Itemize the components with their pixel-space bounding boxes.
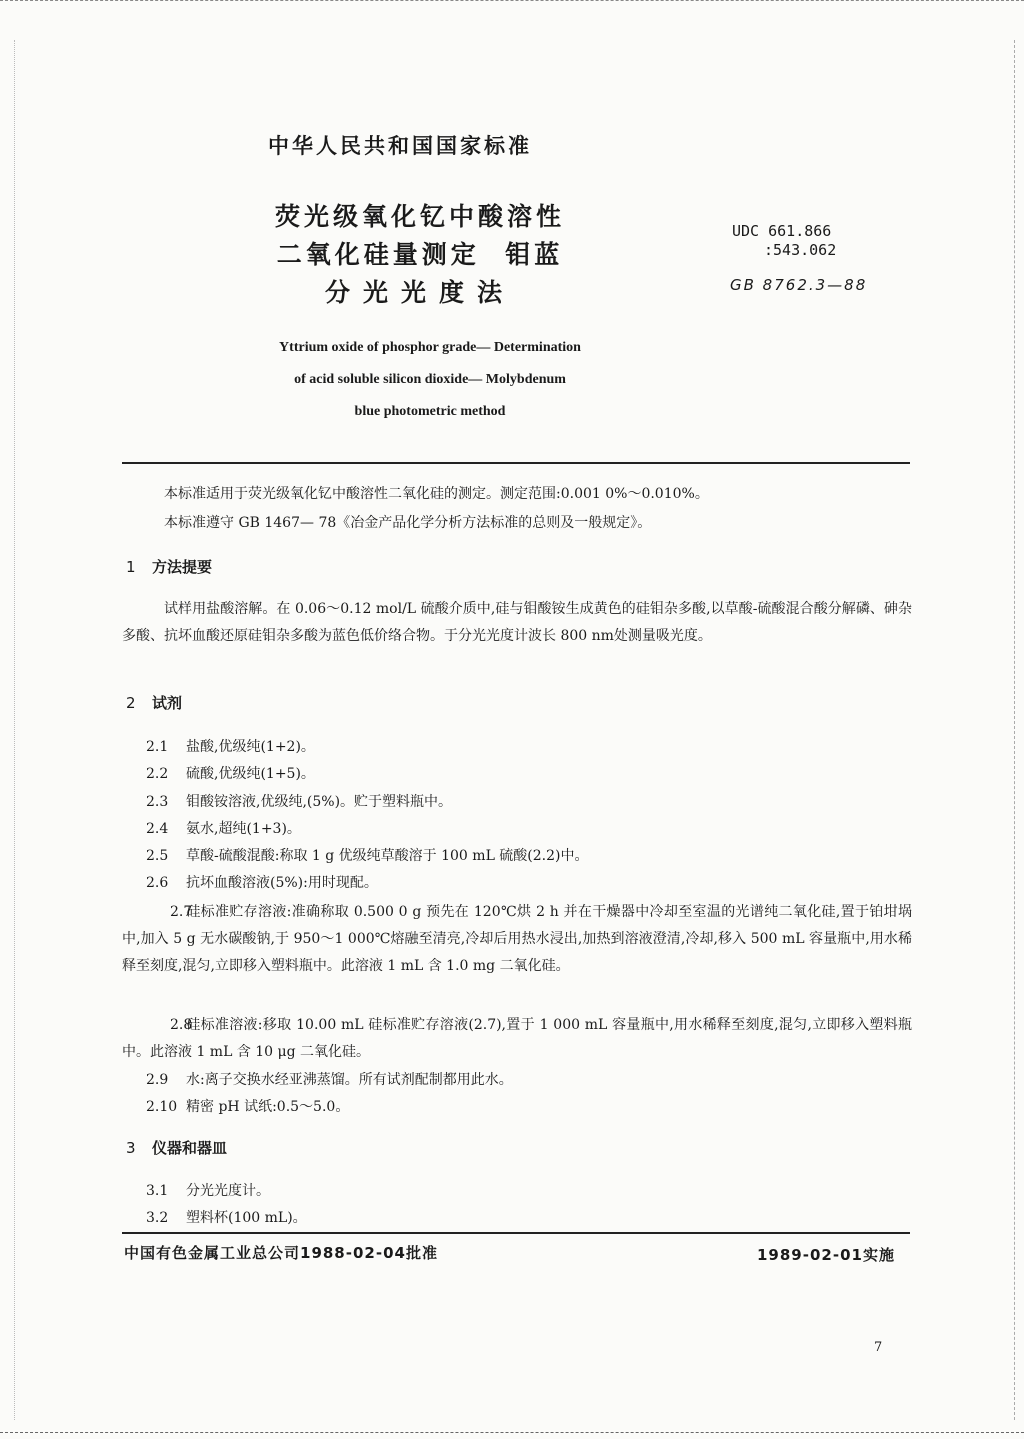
intro-scope: 本标准适用于荧光级氧化钇中酸溶性二氧化硅的测定。测定范围:0.001 0%～0.010%。 [164,486,709,502]
english-title [220,332,640,428]
approval-line: 中国有色金属工业总公司1988-02-04批准 [124,1244,438,1262]
reagent-number: 2.1 [146,739,169,755]
section-1-number: 1 [126,558,136,576]
standard-name: 中华人民共和国国家标准 [268,134,532,158]
udc-line-2: :543.062 [764,241,837,259]
reagent-text: 硅标准溶液:移取 10.00 mL 硅标准贮存溶液(2.7),置于 1 000 mL 容量瓶中,用水稀释至刻度,混匀,立即移入塑料瓶中。此溶液 1 mL 含 10 μg 二氧化硅。 [122,1017,912,1060]
reagent-number: 2.8 [170,1017,193,1033]
reagent-item [146,1069,513,1089]
reagent-item [146,763,315,783]
effective-date: 1989-02-01实施 [757,1246,895,1264]
reagent-number: 2.7 [170,904,193,920]
reagent-text: 硫酸,优级纯(1+5)。 [186,766,315,782]
reagent-number: 2.5 [146,848,169,864]
page-number: 7 [874,1340,883,1355]
section-3-title: 仪器和器皿 [152,1139,228,1157]
section-3-heading [126,1137,227,1158]
chinese-title [240,198,600,312]
footer-divider [122,1232,910,1234]
scan-edge-top [0,0,1024,3]
english-title-line-2: of acid soluble silicon dioxide— Molybdenum [294,372,566,387]
section-1-title: 方法提要 [152,558,213,576]
title-line-1: 荧光级氧化钇中酸溶性 [274,202,565,231]
udc-line-1: UDC 661.866 [732,222,832,240]
apparatus-text: 分光光度计。 [186,1183,270,1199]
reagent-text: 氨水,超纯(1+3)。 [186,821,301,837]
reagent-item [146,791,452,811]
reagent-item [146,845,589,865]
section-3-number: 3 [126,1139,136,1157]
header-divider [122,462,910,464]
reagent-text: 抗坏血酸溶液(5%):用时现配。 [186,875,378,891]
section-2-number: 2 [126,694,136,712]
reagent-item [146,872,378,892]
reagent-item [146,736,315,756]
english-title-line-3: blue photometric method [354,404,506,419]
apparatus-number: 3.1 [146,1183,169,1199]
apparatus-item [146,1207,307,1227]
intro-compliance: 本标准遵守 GB 1467— 78《冶金产品化学分析方法标准的总则及一般规定》。 [164,515,652,531]
reagent-number: 2.2 [146,766,169,782]
reagent-2-8 [122,1012,912,1066]
apparatus-text: 塑料杯(100 mL)。 [186,1210,307,1226]
reagent-number: 2.3 [146,794,169,810]
section-2-title: 试剂 [152,694,183,712]
reagent-text: 盐酸,优级纯(1+2)。 [186,739,315,755]
title-line-2: 二氧化硅量测定 钼蓝 [276,240,564,269]
apparatus-item [146,1180,270,1200]
reagent-text: 硅标准贮存溶液:准确称取 0.500 0 g 预先在 120℃烘 2 h 并在干燥器中冷却至室温的光谱纯二氧化硅,置于铂坩埚中,加入 5 g 无水碳酸钠,于 950～1 000℃熔融至清亮,冷却后用热水浸出,加热到溶液澄清,冷却,移入 500 mL 容量瓶中,用水稀释至刻度,混匀,立即移入塑料瓶中。此溶液 1 mL 含 1.0 mg 二氧化硅。 [122,904,912,974]
reagent-text: 草酸-硫酸混酸:称取 1 g 优级纯草酸溶于 100 mL 硫酸(2.2)中。 [186,848,589,864]
scan-edge-right [1014,40,1016,1420]
section-2-heading [126,692,182,713]
title-line-3: 分光光度法 [324,278,515,307]
gb-code: GB 8762.3—88 [730,276,868,294]
reagent-text: 水:离子交换水经亚沸蒸馏。所有试剂配制都用此水。 [186,1072,513,1088]
udc-code [732,222,836,260]
apparatus-number: 3.2 [146,1210,169,1226]
reagent-number: 2.4 [146,821,169,837]
section-1-text: 试样用盐酸溶解。在 0.06～0.12 mol/L 硫酸介质中,硅与钼酸铵生成黄色的硅钼杂多酸,以草酸-硫酸混合酸分解磷、砷杂多酸、抗坏血酸还原硅钼杂多酸为蓝色低价络合物。于分光光度计波长 800 nm处测量吸光度。 [122,601,912,644]
reagent-text: 钼酸铵溶液,优级纯,(5%)。贮于塑料瓶中。 [186,794,453,810]
reagent-item [146,818,301,838]
reagent-number: 2.9 [146,1072,169,1088]
reagent-number: 2.10 [146,1099,178,1115]
scan-edge-bottom [0,1432,1024,1435]
reagent-number: 2.6 [146,875,169,891]
english-title-line-1: Yttrium oxide of phosphor grade— Determination [279,340,581,355]
reagent-2-7 [122,899,912,980]
reagent-item [146,1096,349,1116]
scan-edge-left [14,40,16,1420]
reagent-text: 精密 pH 试纸:0.5～5.0。 [186,1099,350,1115]
section-1-heading [126,556,212,577]
